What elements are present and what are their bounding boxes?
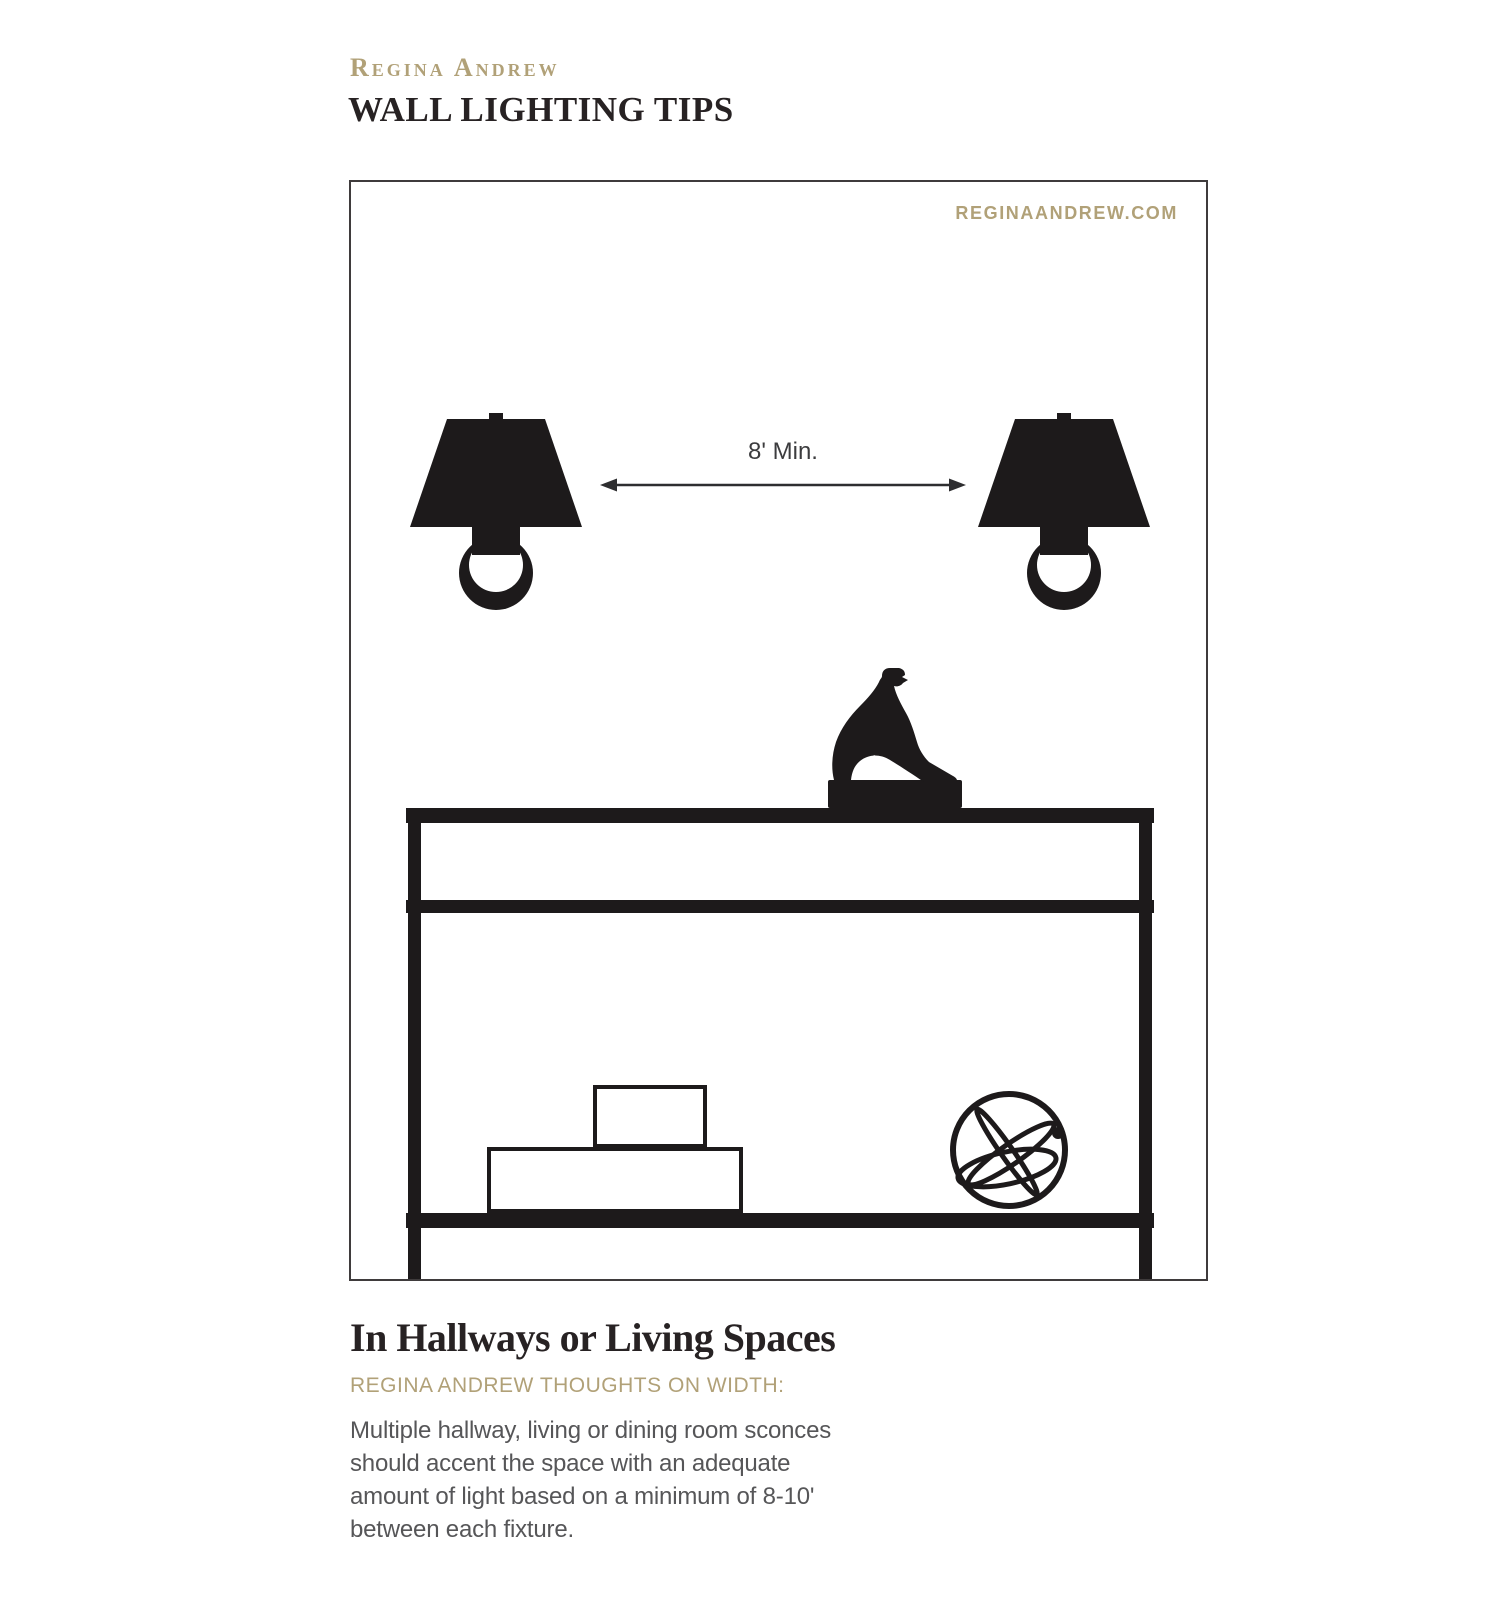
wall-sconce-right-icon bbox=[978, 413, 1150, 613]
sculpture-base bbox=[828, 780, 962, 808]
tips-text-block bbox=[350, 1314, 910, 1546]
book-top bbox=[593, 1085, 707, 1148]
section-subheading: REGINA ANDREW THOUGHTS ON WIDTH: bbox=[350, 1374, 785, 1397]
website-text: REGINAANDREW.COM bbox=[955, 203, 1178, 223]
sconce-shade bbox=[410, 419, 582, 527]
dog-silhouette bbox=[832, 668, 957, 782]
body-line: should accent the space with an adequate bbox=[350, 1450, 791, 1477]
table-leg-right bbox=[1139, 823, 1152, 1279]
distance-label: 8' Min. bbox=[748, 438, 818, 465]
dog-sculpture-icon bbox=[827, 668, 963, 808]
section-heading: In Hallways or Living Spaces bbox=[350, 1315, 836, 1360]
book-bottom bbox=[487, 1147, 743, 1213]
page-title: WALL LIGHTING TIPS bbox=[348, 90, 734, 129]
table-leg-left bbox=[408, 823, 421, 1279]
table-top bbox=[406, 808, 1154, 823]
body-line: between each fixture. bbox=[350, 1516, 574, 1543]
brand-name: Regina Andrew bbox=[350, 53, 560, 82]
table-apron bbox=[406, 900, 1154, 913]
sconce-stem bbox=[472, 523, 520, 555]
section-body bbox=[350, 1414, 910, 1546]
spacing-measurement bbox=[599, 438, 967, 494]
decor-orb-icon bbox=[947, 1088, 1071, 1212]
sconce-shade bbox=[978, 419, 1150, 527]
sconce-stem bbox=[1040, 523, 1088, 555]
wall-sconce-left-icon bbox=[410, 413, 582, 613]
body-line: Multiple hallway, living or dining room sconces bbox=[350, 1417, 832, 1444]
diagram-frame bbox=[349, 180, 1208, 1281]
body-line: amount of light based on a minimum of 8-10' bbox=[350, 1483, 815, 1510]
table-shelf bbox=[406, 1213, 1154, 1228]
double-arrow-icon bbox=[599, 476, 967, 494]
